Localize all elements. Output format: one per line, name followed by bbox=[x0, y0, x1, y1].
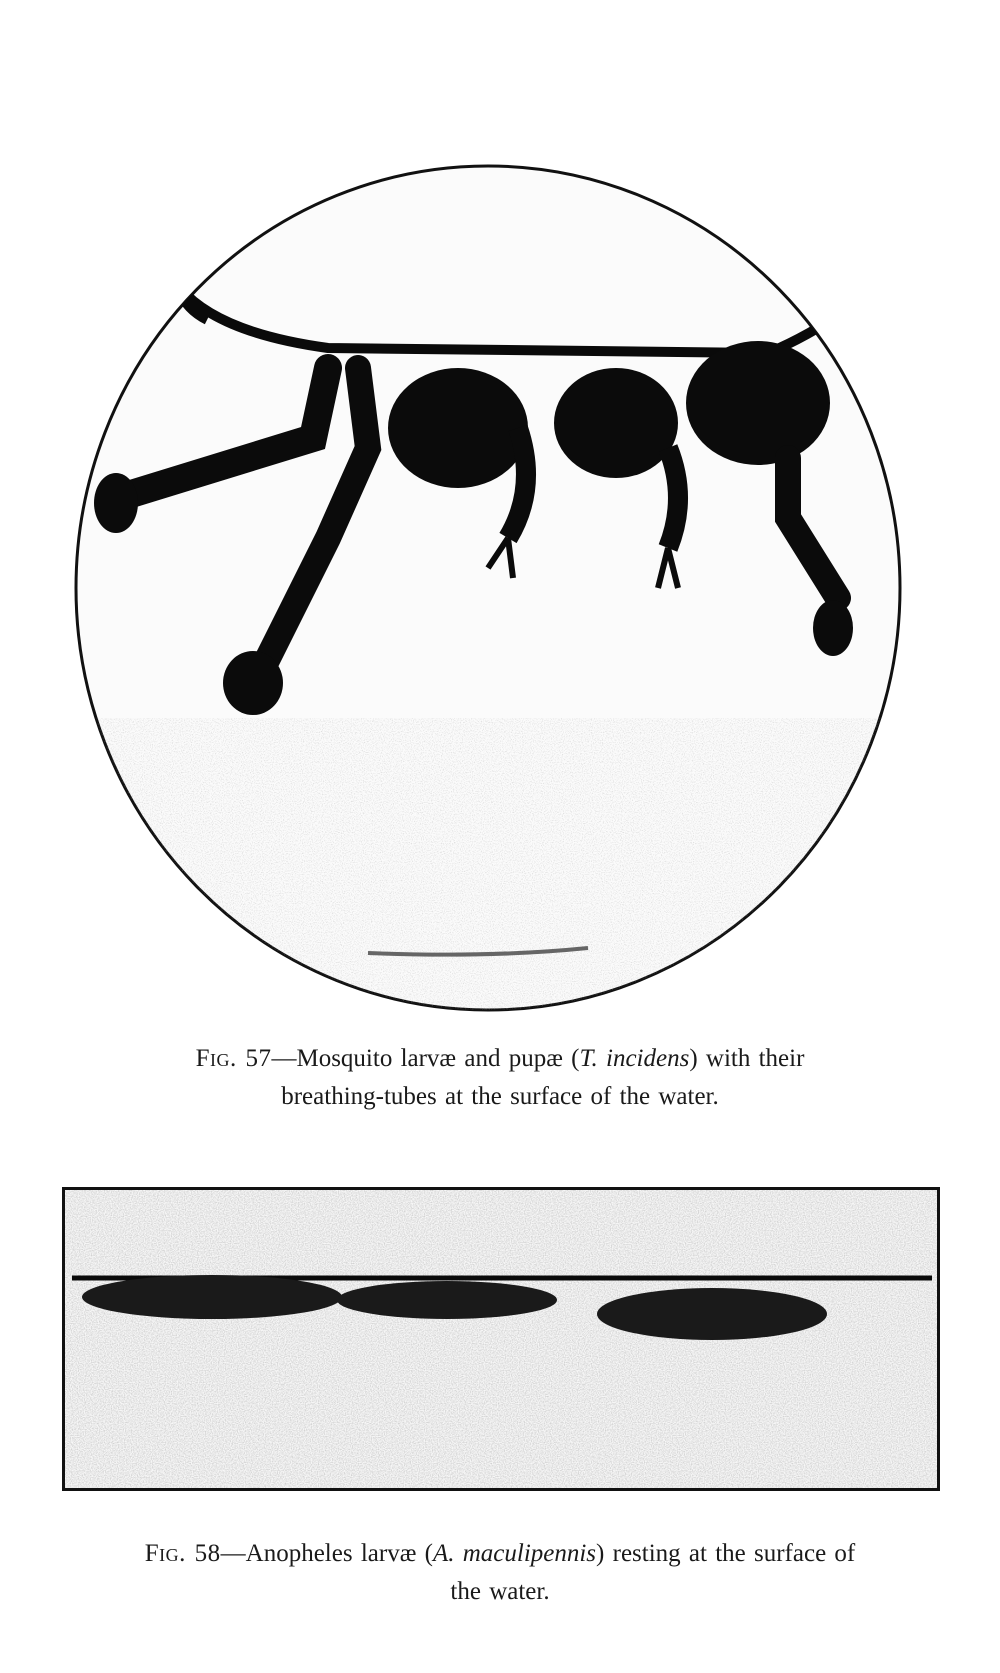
figure-57-photo bbox=[68, 158, 908, 1018]
figure-58-caption bbox=[60, 1535, 940, 1611]
figure-57-caption-prefix: —Mosquito larvæ and pupæ ( bbox=[271, 1045, 580, 1072]
figure-58-caption-suffix: ) resting at the surface of bbox=[596, 1540, 856, 1567]
figure-57-caption bbox=[60, 1040, 940, 1116]
figure-58-caption-line2: the water. bbox=[450, 1578, 550, 1605]
figure-57-caption-suffix: ) with their bbox=[689, 1045, 805, 1072]
figure-58-photo bbox=[62, 1187, 940, 1491]
figure-58-species: A. maculipennis bbox=[432, 1540, 597, 1567]
figure-57-caption-line2: breathing-tubes at the surface of the water. bbox=[281, 1083, 719, 1110]
figure-57-species: T. incidens bbox=[579, 1045, 690, 1072]
figure-58-label: Fig. 58 bbox=[144, 1540, 221, 1567]
figure-57-label: Fig. 57 bbox=[195, 1045, 272, 1072]
figure-58-caption-prefix: —Anopheles larvæ ( bbox=[220, 1540, 433, 1567]
